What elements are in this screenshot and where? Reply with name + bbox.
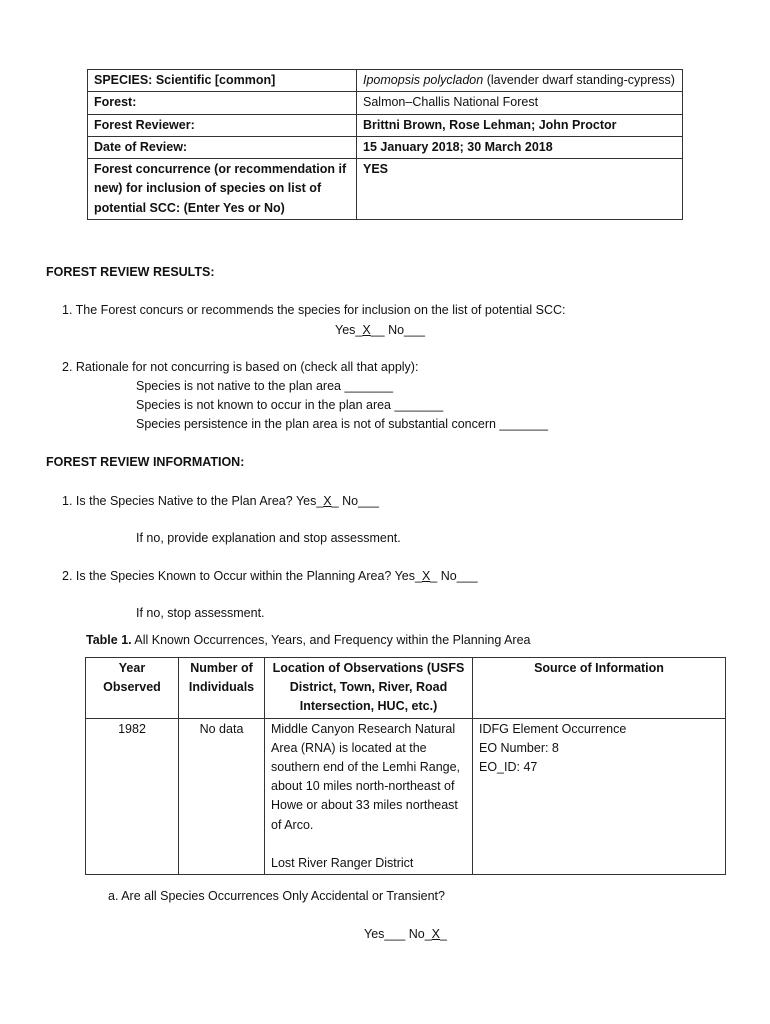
species-label: SPECIES: Scientific [common]: [88, 70, 357, 92]
table-caption: Table 1. All Known Occurrences, Years, and Frequency within the Planning Area: [86, 633, 531, 647]
question-a: a. Are all Species Occurrences Only Accidental or Transient?: [108, 889, 445, 903]
district-text: Lost River Ranger District: [271, 855, 414, 870]
occurrences-table: [85, 657, 726, 875]
table-row: [88, 159, 683, 220]
source-line: IDFG Element Occurrence: [479, 721, 627, 736]
header-individuals: Number of Individuals: [179, 658, 265, 719]
cell-individuals: No data: [179, 718, 265, 874]
header-year: Year Observed: [86, 658, 179, 719]
table-header-row: [86, 658, 726, 719]
rationale-item: Species persistence in the plan area is not of substantial concern _______: [136, 417, 549, 431]
location-text: Middle Canyon Research Natural Area (RNA) is located at the southern end of the Lemhi Range, about 10 miles north-northeast of Howe or about 33 miles northeast of Arco.: [271, 721, 461, 832]
information-heading: FOREST REVIEW INFORMATION:: [46, 455, 245, 469]
header-location: Location of Observations (USFS District, Town, River, Road Intersection, HUC, etc.): [265, 658, 473, 719]
table-row: [86, 718, 726, 874]
results-heading: FOREST REVIEW RESULTS:: [46, 265, 215, 279]
source-line: EO Number: 8: [479, 740, 559, 755]
info-note-1: If no, provide explanation and stop assessment.: [136, 531, 401, 545]
rationale-item: Species is not native to the plan area _______: [136, 379, 394, 393]
cell-source: [473, 718, 726, 874]
source-line: EO_ID: 47: [479, 760, 538, 775]
cell-location: [265, 718, 473, 874]
table-row: [88, 136, 683, 158]
species-info-table: [87, 69, 683, 220]
header-source: Source of Information: [473, 658, 726, 719]
table-row: [88, 70, 683, 92]
species-value: Ipomopsis polycladon (lavender dwarf standing-cypress): [357, 70, 683, 92]
info-note-2: If no, stop assessment.: [136, 606, 265, 620]
results-question-1: 1. The Forest concurs or recommends the species for inclusion on the list of potential SCC:: [62, 303, 566, 317]
review-date-value: 15 January 2018; 30 March 2018: [357, 136, 683, 158]
cell-year: 1982: [86, 718, 179, 874]
rationale-item: Species is not known to occur in the plan area _______: [136, 398, 444, 412]
forest-value: Salmon–Challis National Forest: [357, 92, 683, 114]
reviewer-label: Forest Reviewer:: [88, 114, 357, 136]
forest-label: Forest:: [88, 92, 357, 114]
table-row: [88, 92, 683, 114]
review-date-label: Date of Review:: [88, 136, 357, 158]
concurrence-value: YES: [357, 159, 683, 220]
results-answer-1: Yes_X__ No___: [335, 323, 425, 337]
info-question-1: 1. Is the Species Native to the Plan Area? Yes_X_ No___: [62, 494, 379, 508]
concurrence-label: Forest concurrence (or recommendation if new) for inclusion of species on list of potential SCC: (Enter Yes or No): [88, 159, 357, 220]
table-row: [88, 114, 683, 136]
info-question-2: 2. Is the Species Known to Occur within the Planning Area? Yes_X_ No___: [62, 569, 478, 583]
results-question-2: 2. Rationale for not concurring is based on (check all that apply):: [62, 360, 419, 374]
reviewer-value: Brittni Brown, Rose Lehman; John Proctor: [357, 114, 683, 136]
question-a-answer: Yes___ No_X_: [364, 927, 447, 941]
